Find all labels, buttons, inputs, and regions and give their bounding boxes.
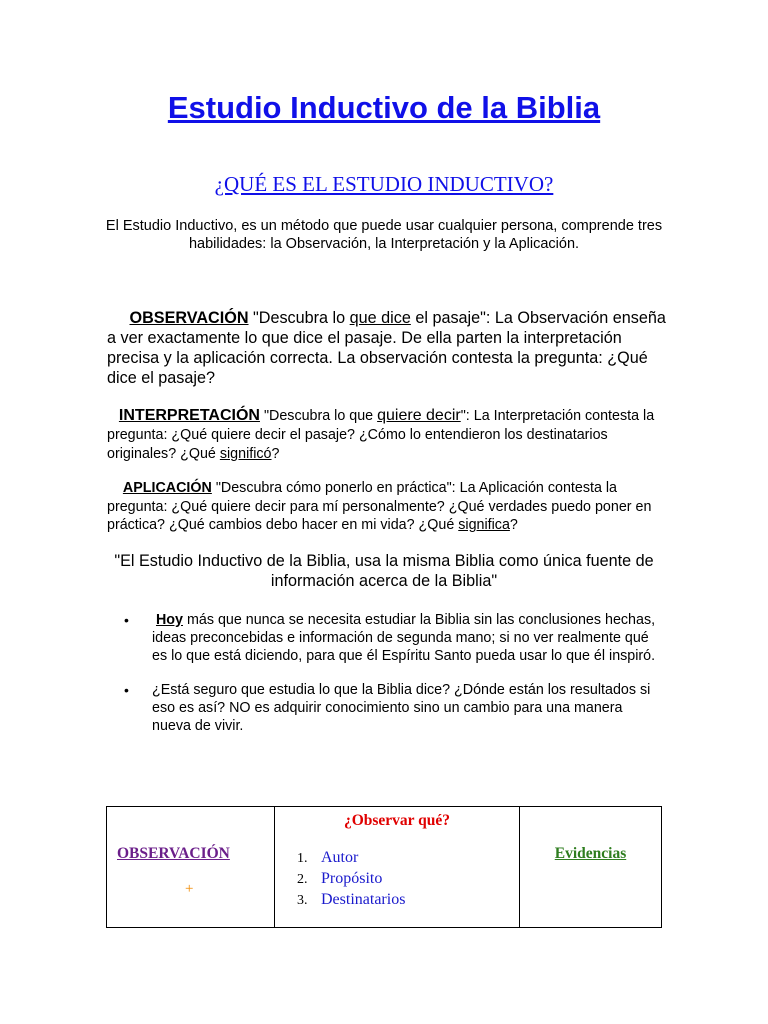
aplicacion-term: APLICACIÓN bbox=[122, 480, 212, 496]
list-item bbox=[297, 890, 405, 911]
observacion-term: OBSERVACIÓN bbox=[129, 309, 249, 327]
list-item bbox=[124, 611, 664, 665]
observar-heading: ¿Observar qué? bbox=[343, 812, 451, 829]
table-row bbox=[107, 807, 662, 928]
table-cell-observar bbox=[275, 807, 520, 928]
aplicacion-text-b: ? bbox=[509, 517, 518, 533]
table-cell-observacion bbox=[107, 807, 275, 928]
observacion-paragraph bbox=[107, 308, 667, 388]
observacion-highlight: que dice bbox=[349, 309, 411, 327]
interpretacion-term: INTERPRETACIÓN bbox=[118, 407, 260, 424]
list-number: 1. bbox=[297, 851, 308, 866]
plus-icon: + bbox=[185, 881, 194, 897]
observacion-text-a: "Descubra lo bbox=[248, 309, 350, 327]
evidencias-label: Evidencias bbox=[554, 845, 627, 862]
aplicacion-paragraph bbox=[107, 479, 667, 535]
interpretacion-highlight2: significó bbox=[219, 446, 272, 462]
observation-table bbox=[106, 806, 662, 928]
list-text: Autor bbox=[321, 849, 359, 866]
list-number: 3. bbox=[297, 893, 308, 908]
list-item bbox=[124, 681, 664, 735]
bullet-text: más que nunca se necesita estudiar la Biblia sin las conclusiones hechas, ideas preconcebidas e información de segunda mano; si no ver realmente qué es lo que está diciendo, para que él Espíritu Santo pueda usar lo que él inspiró. bbox=[152, 612, 656, 664]
bullet-text: ¿Está seguro que estudia lo que la Biblia dice? ¿Dónde están los resultados si eso es así? NO es adquirir conocimiento sino un cambio para una manera nueva de vivir. bbox=[152, 682, 651, 734]
list-text: Propósito bbox=[321, 870, 383, 887]
bullet-list bbox=[124, 611, 664, 735]
interpretacion-highlight: quiere decir bbox=[377, 407, 461, 424]
interpretacion-text-a: "Descubra lo que bbox=[259, 408, 378, 424]
list-number: 2. bbox=[297, 872, 308, 887]
section-heading: ¿QUÉ ES EL ESTUDIO INDUCTIVO? bbox=[214, 172, 554, 196]
bullet-strong: Hoy bbox=[155, 612, 183, 628]
quote-paragraph: "El Estudio Inductivo de la Biblia, usa la misma Biblia como única fuente de información acerca de la Biblia" bbox=[114, 552, 654, 590]
interpretacion-text-b: ": La Interpretación contesta la pregunta: ¿Qué quiere decir el pasaje? ¿Cómo lo entendieron los destinatarios originales? ¿Qué bbox=[107, 408, 655, 462]
list-text: Destinatarios bbox=[321, 891, 406, 908]
aplicacion-highlight: significa bbox=[458, 517, 510, 533]
observacion-label: OBSERVACIÓN bbox=[117, 845, 230, 862]
intro-paragraph: El Estudio Inductivo, es un método que puede usar cualquier persona, comprende tres habilidades: la Observación, la Interpretación y la Aplicación. bbox=[105, 218, 663, 252]
interpretacion-text-c: ? bbox=[271, 446, 280, 462]
table-cell-evidencias bbox=[520, 807, 662, 928]
observacion-text-b: el pasaje": La Observación enseña a ver exactamente lo que dice el pasaje. De ella parten la interpretación precisa y la aplicación correcta. La observación contesta la pregunta: ¿Qué dice el pasaje? bbox=[107, 309, 666, 387]
bullet-icon: • bbox=[124, 682, 129, 698]
observar-list bbox=[297, 848, 405, 911]
aplicacion-text-a: "Descubra cómo ponerlo en práctica": La Aplicación contesta la pregunta: ¿Qué quiere decir para mí personalmente? ¿Qué verdades puedo poner en práctica? ¿Qué cambios debo hacer en mi vida? ¿Qué bbox=[107, 480, 652, 533]
list-item bbox=[297, 869, 405, 890]
bullet-icon: • bbox=[124, 612, 129, 628]
interpretacion-paragraph bbox=[107, 406, 667, 464]
list-item bbox=[297, 848, 405, 869]
document-title: Estudio Inductivo de la Biblia bbox=[167, 90, 601, 125]
